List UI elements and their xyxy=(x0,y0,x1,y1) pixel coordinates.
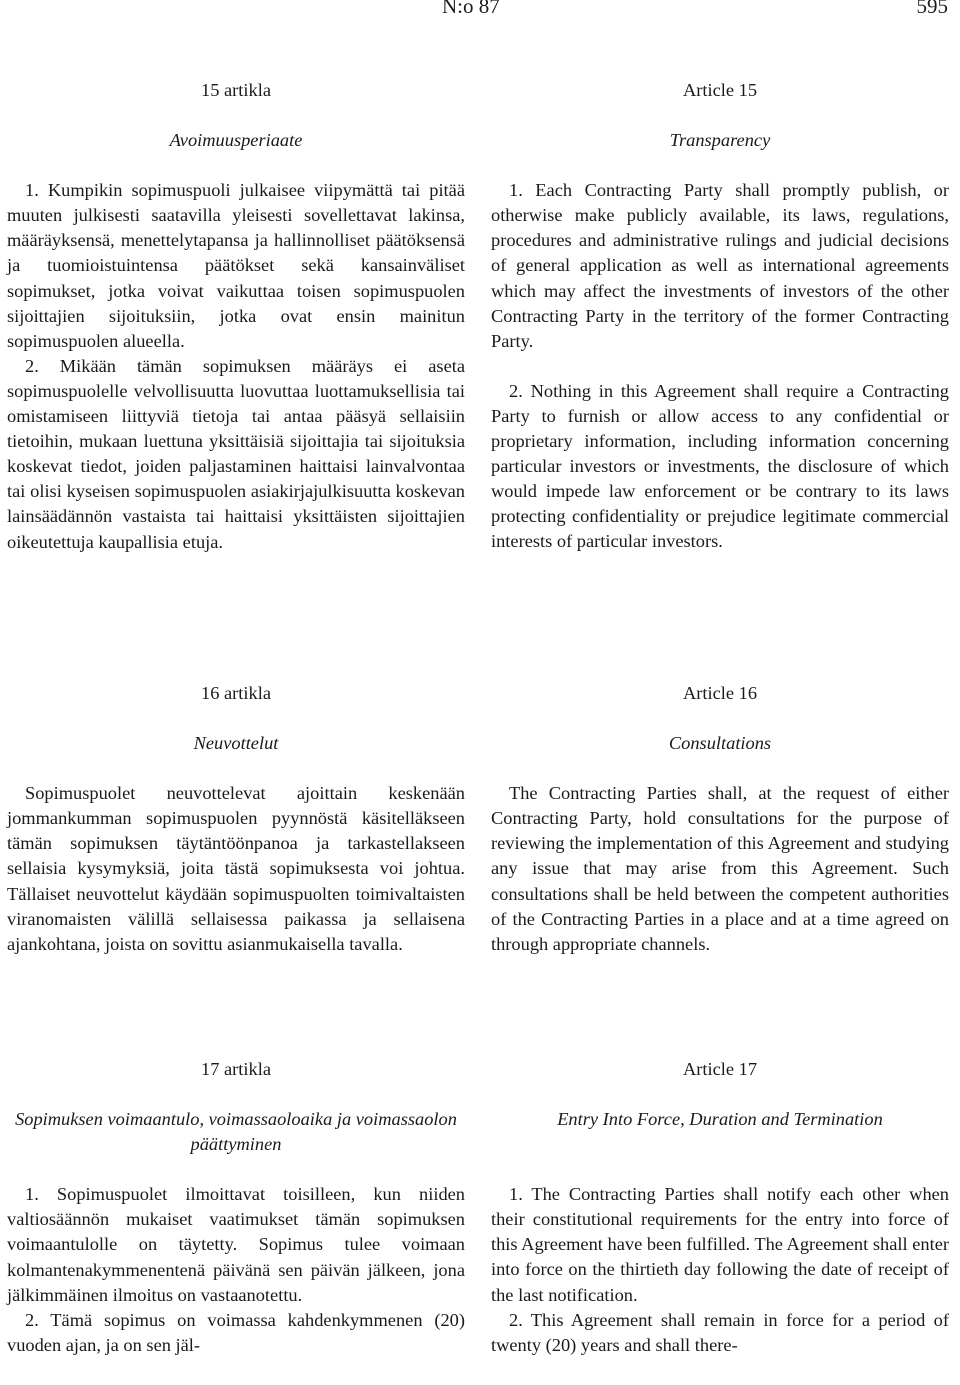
paragraph: 2. This Agreement shall remain in force for a period of twenty (20) years and shall there- xyxy=(491,1309,949,1355)
paragraph: 1. The Contracting Parties shall notify each other when their constitutional requirements for the entry into force of this Agreement have been fulfilled. The Agreement shall enter into force on the thirtieth day following the date of receipt of the last notification. xyxy=(491,1184,949,1305)
article-heading: Article 15 xyxy=(682,80,758,100)
article-title: Entry Into Force, Duration and Termination xyxy=(557,1109,883,1130)
article-title: Sopimuksen voimaantulo, voimassaoloaika ja voimassaolon päättyminen xyxy=(15,1109,457,1155)
article-heading: Article 17 xyxy=(682,1059,758,1079)
article-17-english xyxy=(491,1057,949,1358)
article-title: Consultations xyxy=(668,733,772,754)
article-heading: Article 16 xyxy=(682,683,758,703)
article-title: Transparency xyxy=(669,130,771,151)
article-heading: 17 artikla xyxy=(201,1059,271,1079)
paragraph: 2. Mikään tämän sopimuksen määräys ei aseta sopimuspuolelle velvollisuutta luovuttaa luottamuksellisia tai omistamiseen liittyviä tietoja tai antaa pääsyä sellaisiin tietoihin, mukaan luettuna yksittäisiä sijoittajia tai sijoituksia koskevat tiedot, joiden paljastaminen haittaisi lainvalvontaa tai olisi kyseisen sopimuspuolen asiakirjajulkisuutta koskevan lainsäädännön vastaista tai haittaisi yksittäisten sijoittajien oikeutettuja kaupallisia etuja. xyxy=(7,355,465,552)
paragraph: 1. Kumpikin sopimuspuoli julkaisee viipymättä tai pitää muuten julkisesti saatavilla yleisesti sovellettavat lakinsa, määräyksensä, menettelytapansa ja hallinnolliset päätöksensä ja tuomioistuintensa päätökset sekä kansainväliset sopimukset, jotka voivat vaikuttaa toisen sopimuspuolen sijoittajien sijoituksiin, jotka ovat ensin mainitun sopimuspuolen alueella. xyxy=(7,180,465,351)
article-title: Neuvottelut xyxy=(193,733,279,754)
article-15-finnish xyxy=(7,78,465,555)
paragraph: 1. Each Contracting Party shall promptly publish, or otherwise make publicly available, its laws, regulations, procedures and administrative rulings and judicial decisions of general application as well as international agreements which may affect the investments of investors of the other Contracting Party in the territory of the former Contracting Party. xyxy=(491,180,949,351)
paragraph: Sopimuspuolet neuvottelevat ajoittain keskenään jommankumman sopimuspuolen pyynnöstä käsitelläkseen tämän sopimuksen täytäntöönpanoa ja tarkastellakseen sellaisia kysymyksiä, joita tästä sopimuksesta voi johtua. Tällaiset neuvottelut käydään sopimuspuolten toimivaltaisten viranomaisten välillä sellaisessa paikassa ja sellaisena ajankohtana, joista on sovittu asianmukaisella tavalla. xyxy=(7,783,465,954)
article-16-english xyxy=(491,681,949,957)
article-title: Avoimuusperiaate xyxy=(169,130,303,151)
article-16-finnish xyxy=(7,681,465,957)
page-number: 595 xyxy=(916,0,948,18)
paragraph: 2. Tämä sopimus on voimassa kahdenkymmenen (20) vuoden ajan, ja on sen jäl- xyxy=(7,1309,465,1355)
paragraph: The Contracting Parties shall, at the request of either Contracting Party, hold consultations for the purpose of reviewing the implementation of this Agreement and studying any issue that may arise from this Agreement. Such consultations shall be held between the competent authorities of the Contracting Parties in a place and at a time agreed on through appropriate channels. xyxy=(491,783,949,954)
article-heading: 15 artikla xyxy=(201,80,271,100)
article-heading: 16 artikla xyxy=(201,683,271,703)
issue-number: N:o 87 xyxy=(442,0,500,18)
paragraph: 2. Nothing in this Agreement shall require a Contracting Party to furnish or allow access to any confidential or proprietary information, including information concerning particular investors or investments, the disclosure of which would impede law enforcement or be contrary to its laws protecting confidentiality or prejudice legitimate commercial interests of particular investors. xyxy=(491,380,949,552)
paragraph: 1. Sopimuspuolet ilmoittavat toisilleen, kun niiden valtiosäännön mukaiset vaatimukset tämän sopimuksen voimaantulolle on täytetty. Sopimus tulee voimaan kolmantenakymmenentenä päivänä sen päivän jälkeen, jona jälkimmäinen ilmoitus on vastaanotettu. xyxy=(7,1184,465,1305)
article-15-english xyxy=(491,78,949,555)
article-17-finnish xyxy=(7,1057,465,1358)
